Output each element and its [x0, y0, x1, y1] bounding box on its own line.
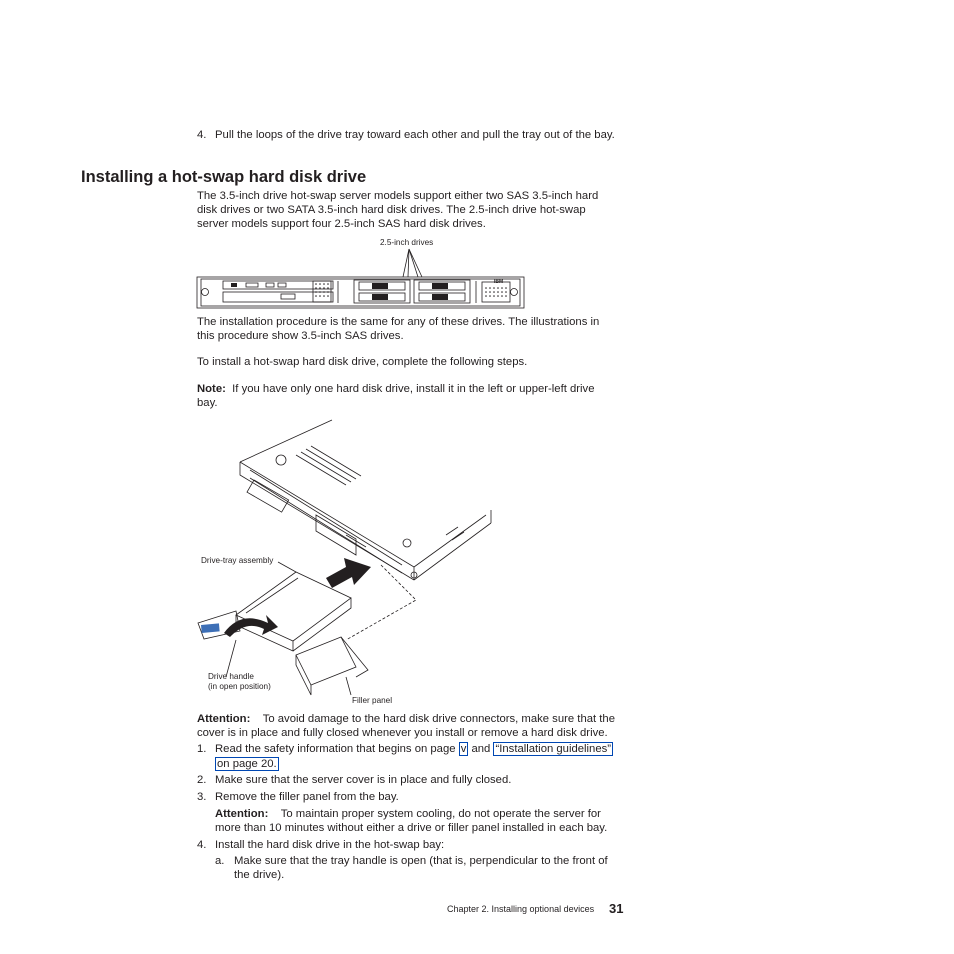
installation-guidelines-page-link[interactable]: on page 20. — [217, 758, 277, 770]
footer-chapter: Chapter 2. Installing optional devices — [447, 904, 595, 914]
attention-label: Attention: — [197, 713, 251, 725]
callout-drives-label: 2.5-inch drives — [380, 238, 434, 247]
attention-paragraph-2 — [215, 807, 625, 835]
step-1-text: Read the safety information that begins on page — [215, 743, 456, 755]
step-letter: a. — [215, 855, 225, 867]
drive-install-figure — [196, 415, 506, 710]
step-number: 2. — [197, 774, 207, 786]
steps-intro-paragraph: To install a hot-swap hard disk drive, complete the following steps. — [197, 356, 528, 368]
step-3 — [197, 790, 627, 804]
note-text: If you have only one hard disk drive, install it in the left or upper-left drive bay. — [197, 383, 595, 409]
step-4-text: Install the hard disk drive in the hot-swap bay: — [215, 839, 445, 851]
attention-label: Attention: — [215, 808, 269, 820]
note-label: Note: — [197, 383, 226, 395]
label-drive-tray: Drive-tray assembly — [201, 556, 274, 565]
step-2-text: Make sure that the server cover is in place and fully closed. — [215, 774, 512, 786]
step-4 — [197, 838, 627, 852]
step-number: 3. — [197, 791, 207, 803]
section-heading: Installing a hot-swap hard disk drive — [81, 168, 367, 186]
step-4a-text: Make sure that the tray handle is open (that is, perpendicular to the front of the drive). — [234, 855, 608, 881]
step-4a — [215, 854, 625, 882]
label-drive-handle-1: Drive handle — [208, 672, 254, 681]
step-number: 4. — [197, 129, 207, 141]
label-filler-panel: Filler panel — [352, 696, 393, 705]
step-1-and: and — [471, 743, 491, 755]
step-number: 1. — [197, 743, 207, 755]
intro-paragraph: The 3.5-inch drive hot-swap server models support either two SAS 3.5-inch hard disk drives or two SATA 3.5-inch hard disk drives. The 2.5-inch drive hot-swap server models support four 2.5-inch SAS hard disk drives. — [197, 190, 599, 230]
procedure-paragraph: The installation procedure is the same for any of these drives. The illustrations in this procedure show 3.5-inch SAS drives. — [197, 316, 600, 342]
page-v-link[interactable]: v — [460, 743, 467, 755]
server-front-drawing — [196, 236, 526, 312]
step-text: Pull the loops of the drive tray toward each other and pull the tray out of the bay. — [215, 129, 615, 141]
installation-guidelines-link[interactable]: “Installation guidelines” — [495, 743, 612, 755]
attention-text: To maintain proper system cooling, do not operate the server for more than 10 minutes without either a drive or filler panel installed in each bay. — [215, 808, 608, 834]
attention-text: To avoid damage to the hard disk drive connectors, make sure that the cover is in place and fully closed whenever you install or remove a hard disk drive. — [197, 713, 615, 739]
step-4-top — [197, 128, 617, 142]
step-1 — [197, 742, 627, 772]
label-drive-handle-2: (in open position) — [208, 682, 271, 691]
page-number: 31 — [609, 901, 624, 916]
attention-paragraph-1 — [197, 712, 627, 740]
note-paragraph — [197, 382, 617, 410]
step-3-text: Remove the filler panel from the bay. — [215, 791, 399, 803]
ibm-logo: IBM — [494, 279, 504, 285]
server-front-figure — [196, 236, 526, 312]
step-2 — [197, 773, 627, 787]
step-number: 4. — [197, 839, 207, 851]
